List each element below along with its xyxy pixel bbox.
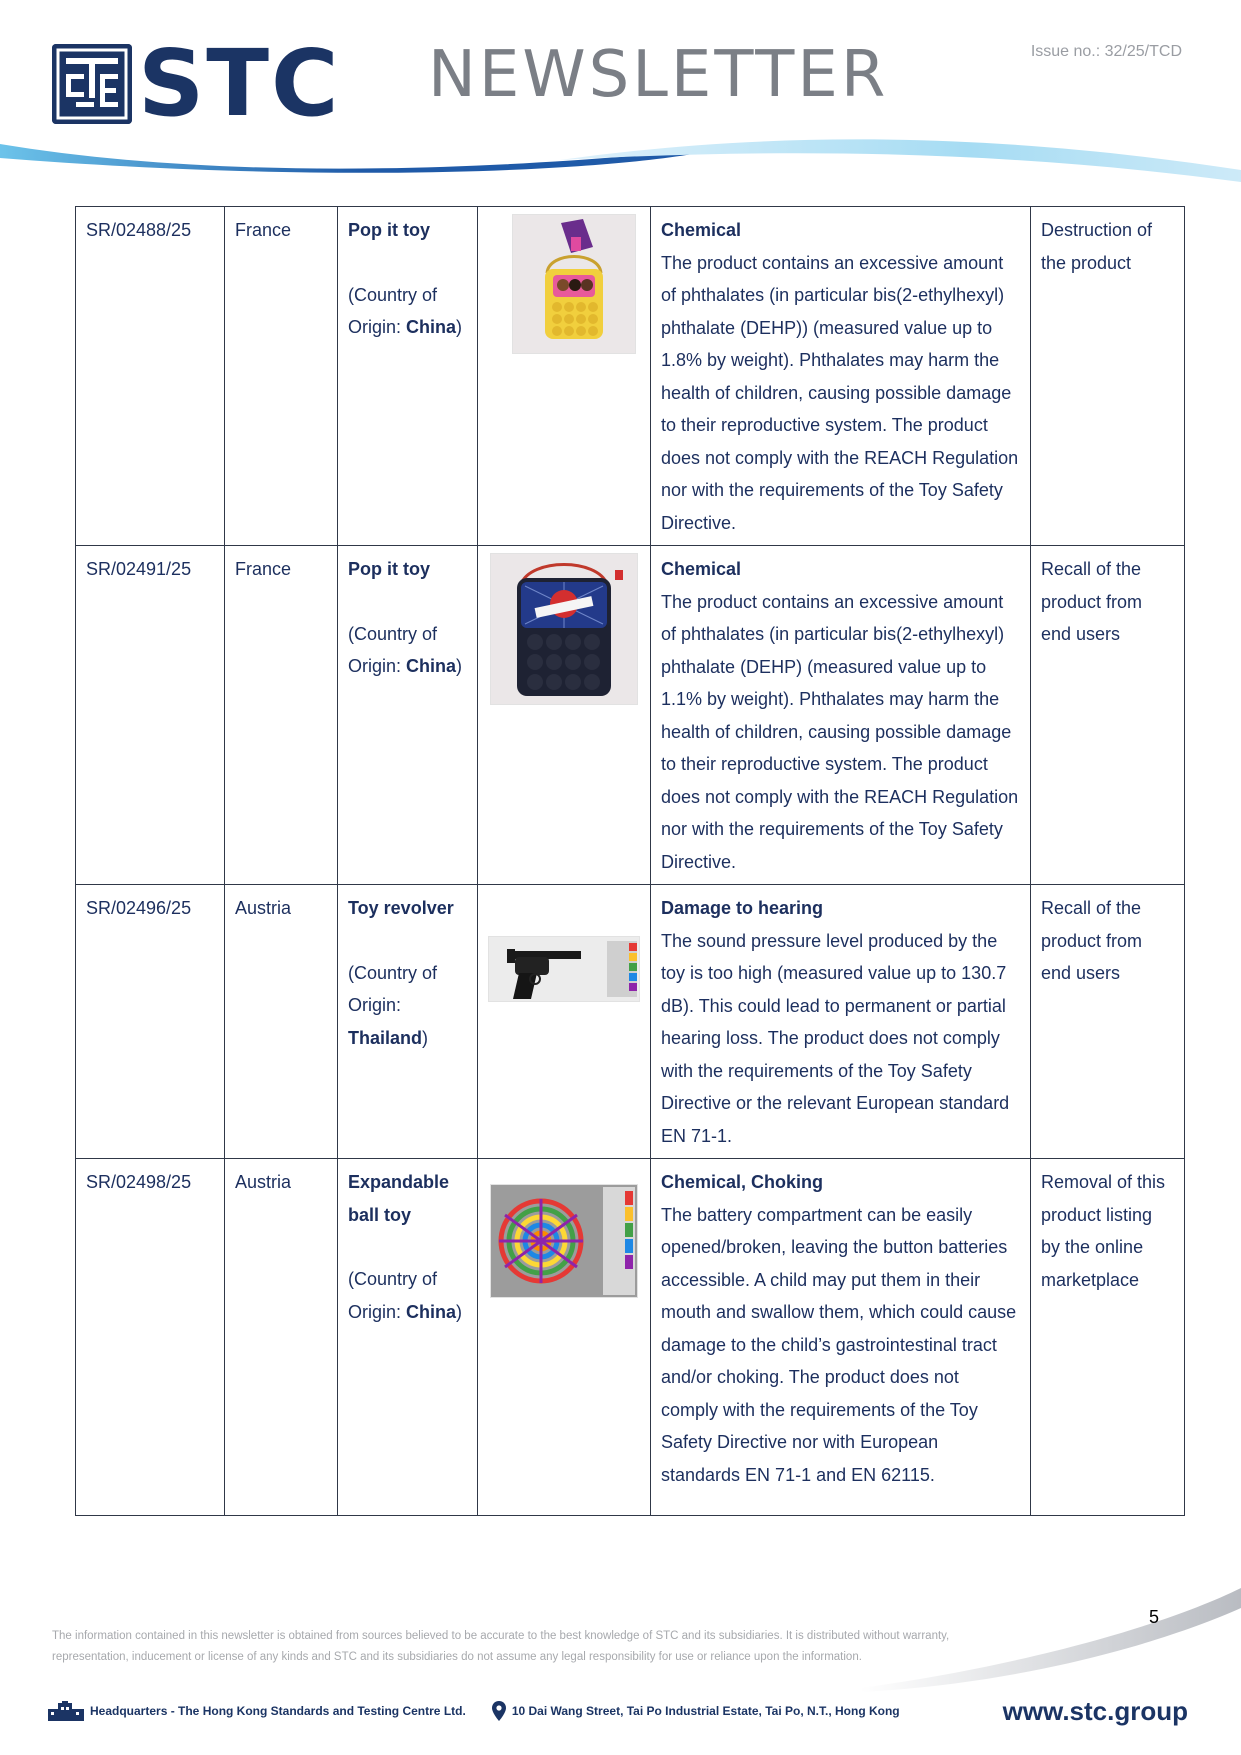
hazard-cell [651,546,1031,885]
stc-logo-mark [52,44,132,124]
measure-cell: Removal of this product listing by the online marketplace [1031,1159,1185,1516]
building-icon [48,1701,84,1721]
disclaimer: The information contained in this newsletter is obtained from sources believed to be accurate to the best knowledge of STC and its subsidiaries. It is distributed without warranty, representation, inducement or license of any kinds and STC and its subsidiaries do not assume any legal responsibility for use or reliance upon the information. [52,1630,950,1663]
footer-bar [48,1696,1188,1726]
product-cell [338,546,478,885]
hazard-description: The product contains an excessive amount of phthalates (in particular bis(2-ethylhexyl) phthalate (DEHP)) (measured value up to 1.8% by weight). Phthalates may harm the health of children, causing possible damage to their reproductive system. The product does not comply with the REACH Regulation nor with the requirements of the Toy Safety Directive. [661,252,1019,533]
page-number: 5 [1148,1607,1159,1627]
origin-suffix: ) [456,1301,463,1322]
product-name: Expandable ball toy [348,1172,450,1225]
hazard-cell [651,885,1031,1159]
hazard-cell [651,207,1031,546]
photo-cell [478,1159,651,1516]
table-row [76,207,1185,546]
yellow-pop-it-purse-photo [512,214,636,354]
hazard-cell [651,1159,1031,1516]
origin-suffix: ) [422,1027,429,1048]
hazard-type: Damage to hearing [661,898,824,918]
stc-logo [52,30,341,137]
origin-suffix: ) [456,656,463,676]
product-cell [338,207,478,546]
headquarters-text: Headquarters - The Hong Kong Standards and Testing Centre Ltd. [90,1704,466,1718]
reference-cell: SR/02496/25 [76,885,225,1159]
address-text: 10 Dai Wang Street, Tai Po Industrial Estate, Tai Po, N.T., Hong Kong [511,1704,900,1718]
country-cell: France [225,207,338,546]
hazard-type: Chemical, Choking [661,1172,824,1192]
measure-cell: Recall of the product from end users [1031,546,1185,885]
origin-prefix: (Country of Origin: [348,623,438,676]
reference-cell: SR/02498/25 [76,1159,225,1516]
photo-cell [478,546,651,885]
logo-wordmark: STC [138,30,341,137]
country-cell: Austria [225,1159,338,1516]
hazard-type: Chemical [661,220,742,240]
product-name: Pop it toy [348,220,430,240]
measure-cell: Destruction of the product [1031,207,1185,546]
country-cell: France [225,546,338,885]
origin-country: China [406,656,457,676]
table-row [76,546,1185,885]
product-name: Pop it toy [348,559,430,579]
newsletter-title: NEWSLETTER [428,38,889,112]
toy-revolver-photo [488,936,640,1002]
location-pin-icon [492,1701,506,1721]
ste-monogram-icon [52,44,132,124]
origin-country: China [406,1301,457,1322]
photo-cell [478,207,651,546]
header-swoosh [0,130,1241,190]
website-link[interactable]: www.stc.group [1002,1695,1188,1726]
product-name: Toy revolver [348,898,454,918]
country-cell: Austria [225,885,338,1159]
photo-cell [478,885,651,1159]
hazard-type: Chemical [661,559,742,579]
product-cell [338,1159,478,1516]
recall-table [75,206,1185,1516]
hazard-description: The sound pressure level produced by the toy is too high (measured value up to 130.7 dB). This could lead to permanent or partial hearing loss. The product does not comply with the requirements of the Toy Safety Directive or the relevant European standard EN 71-1. [661,930,1010,1146]
reference-cell: SR/02488/25 [76,207,225,546]
origin-prefix: (Country of Origin: [348,1269,438,1322]
table-row [76,885,1185,1159]
hazard-description: The battery compartment can be easily opened/broken, leaving the button batteries accessible. A child may put them in their mouth and swallow them, which could cause damage to the child’s gastrointestinal tract and/or choking. The product does not comply with the requirements of the Toy Safety Directive nor with European standards EN 71-1 and EN 62115. [661,1204,1017,1485]
measure-cell: Recall of the product from end users [1031,885,1185,1159]
origin-prefix: (Country of Origin: [348,962,438,1015]
hazard-description: The product contains an excessive amount of phthalates (in particular bis(2-ethylhexyl) phthalate (DEHP) (measured value up to 1.1% by weight). Phthalates may harm the health of children, causing possible damage to their reproductive system. The product does not comply with the REACH Regulation nor with the requirements of the Toy Safety Directive. [661,591,1019,872]
issue-number: Issue no.: 32/25/TCD [1030,43,1182,60]
origin-suffix: ) [456,317,463,337]
expandable-ball-photo [490,1184,638,1298]
origin-country: China [406,317,457,337]
spiderman-pop-it-bag-photo [490,553,638,705]
product-cell [338,885,478,1159]
origin-prefix: (Country of Origin: [348,284,438,337]
reference-cell: SR/02491/25 [76,546,225,885]
origin-country: Thailand [348,1027,423,1048]
table-row [76,1159,1185,1516]
